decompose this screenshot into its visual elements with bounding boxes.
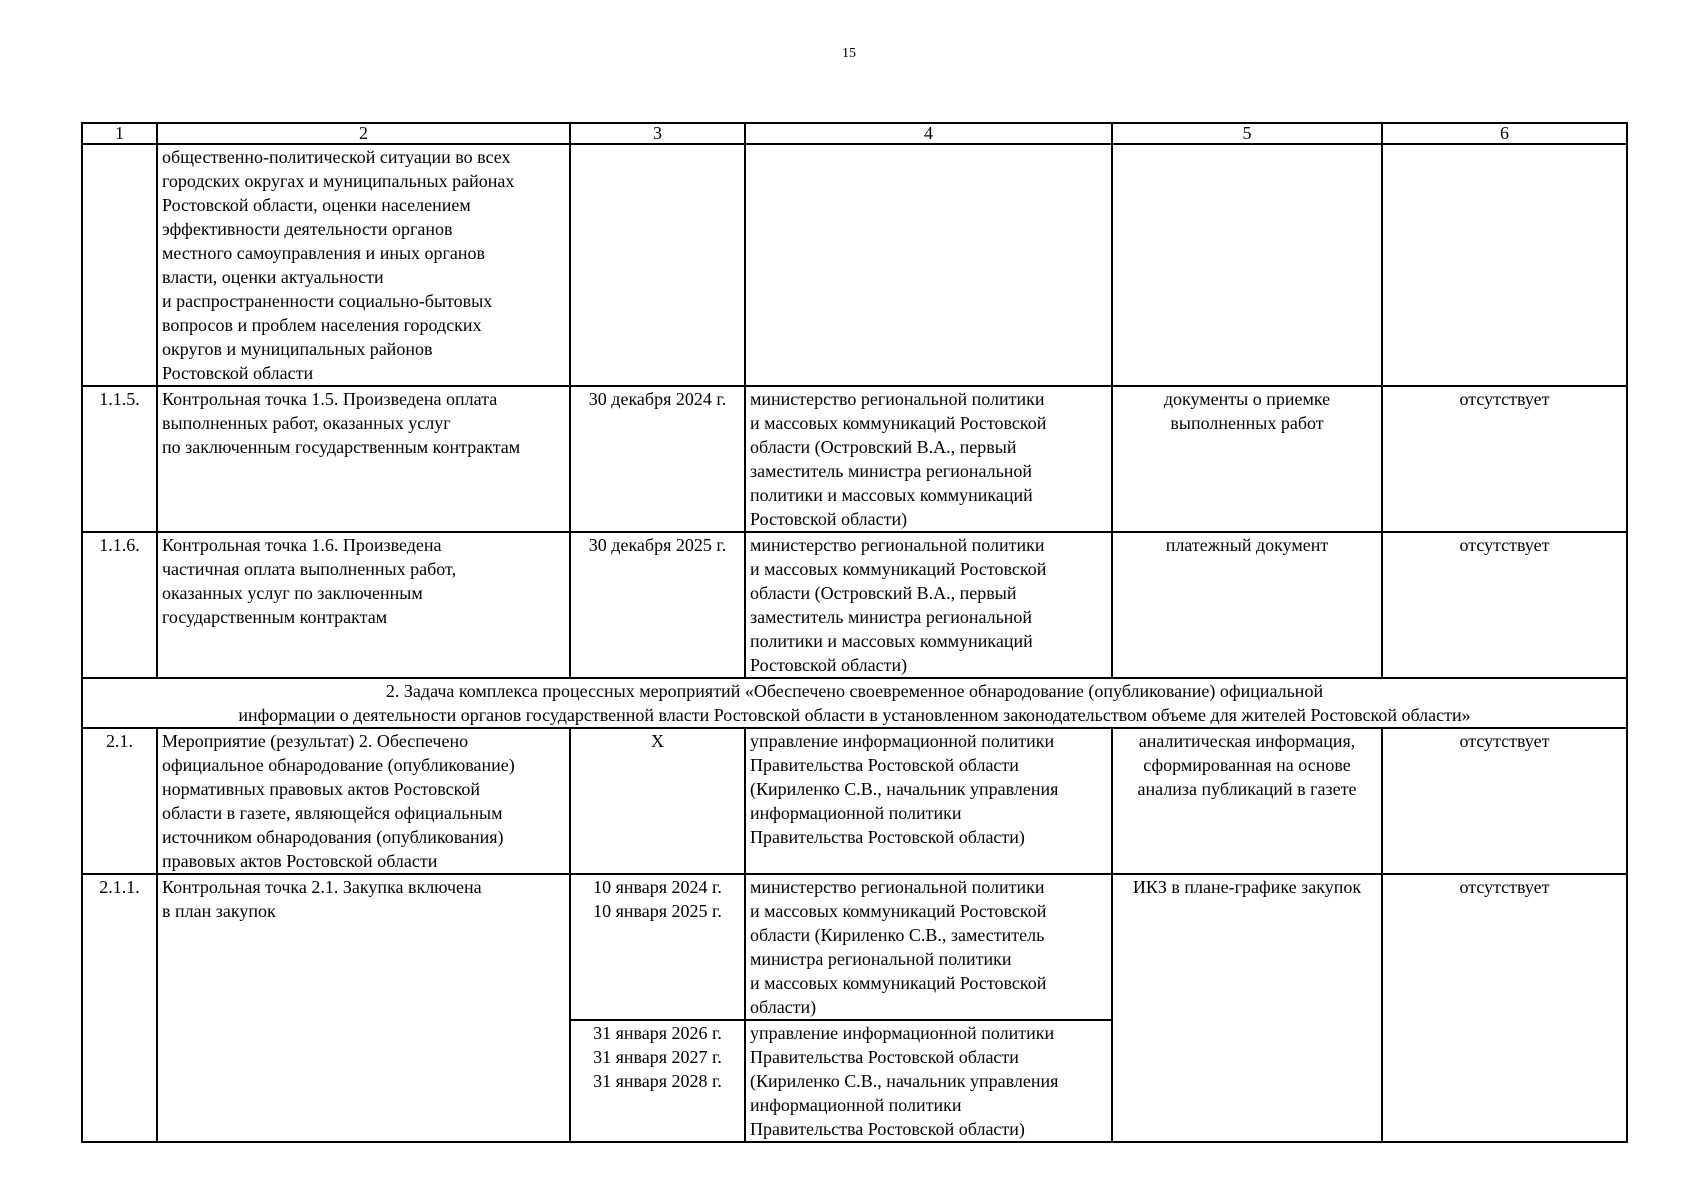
header-cell-6: 6 [1382,123,1627,144]
row-name-cell: Контрольная точка 1.6. Произведена частичная оплата выполненных работ, оказанных услуг по заключенным государственным контрактам [157,532,570,678]
row-document-cell [1112,144,1382,386]
row-date-cell: 30 декабря 2025 г. [570,532,745,678]
header-cell-3: 3 [570,123,745,144]
table-row [82,386,1627,532]
row-responsible-cell [745,144,1112,386]
row-name-cell: Контрольная точка 2.1. Закупка включена в план закупок [157,874,570,1142]
row-document-cell: ИКЗ в плане-графике закупок [1112,874,1382,1142]
row-name-cell: Контрольная точка 1.5. Произведена оплата выполненных работ, оказанных услуг по заключенным государственным контрактам [157,386,570,532]
row-number-cell: 1.1.5. [82,386,157,532]
row-document-cell: документы о приемке выполненных работ [1112,386,1382,532]
row-number-cell [82,144,157,386]
row-date-cell: 31 января 2026 г. 31 января 2027 г. 31 января 2028 г. [570,1020,745,1142]
table-row [82,728,1627,874]
row-system-cell [1382,144,1627,386]
header-cell-1: 1 [82,123,157,144]
row-responsible-cell: министерство региональной политики и массовых коммуникаций Ростовской области (Островский В.А., первый заместитель министра региональной политики и массовых коммуникаций Ростовской области) [745,386,1112,532]
header-cell-2: 2 [157,123,570,144]
measures-table [81,122,1628,1143]
task-row [82,678,1627,728]
row-number-cell: 1.1.6. [82,532,157,678]
row-document-cell: аналитическая информация, сформированная на основе анализа публикаций в газете [1112,728,1382,874]
row-document-cell: платежный документ [1112,532,1382,678]
row-responsible-cell: министерство региональной политики и массовых коммуникаций Ростовской области (Кириленко С.В., заместитель министра региональной политики и массовых коммуникаций Ростовской области) [745,874,1112,1020]
row-name-cell: Мероприятие (результат) 2. Обеспечено официальное обнародование (опубликование) нормативных правовых актов Ростовской области в газете, являющейся официальным источником обнародования (опубликования) правовых актов Ростовской области [157,728,570,874]
row-date-cell [570,144,745,386]
table-row [82,144,1627,386]
row-responsible-cell: министерство региональной политики и массовых коммуникаций Ростовской области (Островский В.А., первый заместитель министра региональной политики и массовых коммуникаций Ростовской области) [745,532,1112,678]
row-system-cell: отсутствует [1382,386,1627,532]
row-number-cell: 2.1. [82,728,157,874]
row-system-cell: отсутствует [1382,532,1627,678]
table-row [82,874,1627,1020]
row-name-cell: общественно-политической ситуации во всех городских округах и муниципальных районах Ростовской области, оценки населением эффективности деятельности органов местного самоуправления и иных органов власти, оценки актуальности и распространенности социально-бытовых вопросов и проблем населения городских округов и муниципальных районов Ростовской области [157,144,570,386]
row-date-cell: 30 декабря 2024 г. [570,386,745,532]
table-row [82,532,1627,678]
row-date-cell: X [570,728,745,874]
row-number-cell: 2.1.1. [82,874,157,1142]
table-header-row [82,123,1627,144]
header-cell-5: 5 [1112,123,1382,144]
row-system-cell: отсутствует [1382,728,1627,874]
row-system-cell: отсутствует [1382,874,1627,1142]
row-date-cell: 10 января 2024 г. 10 января 2025 г. [570,874,745,1020]
row-responsible-cell: управление информационной политики Правительства Ростовской области (Кириленко С.В., начальник управления информационной политики Правительства Ростовской области) [745,1020,1112,1142]
row-responsible-cell: управление информационной политики Правительства Ростовской области (Кириленко С.В., начальник управления информационной политики Правительства Ростовской области) [745,728,1112,874]
task-2-heading: 2. Задача комплекса процессных мероприятий «Обеспечено своевременное обнародование (опубликование) официальной информации о деятельности органов государственной власти Ростовской области в установленном законодательством объеме для жителей Ростовской области» [82,678,1627,728]
page-number: 15 [842,46,856,61]
header-cell-4: 4 [745,123,1112,144]
